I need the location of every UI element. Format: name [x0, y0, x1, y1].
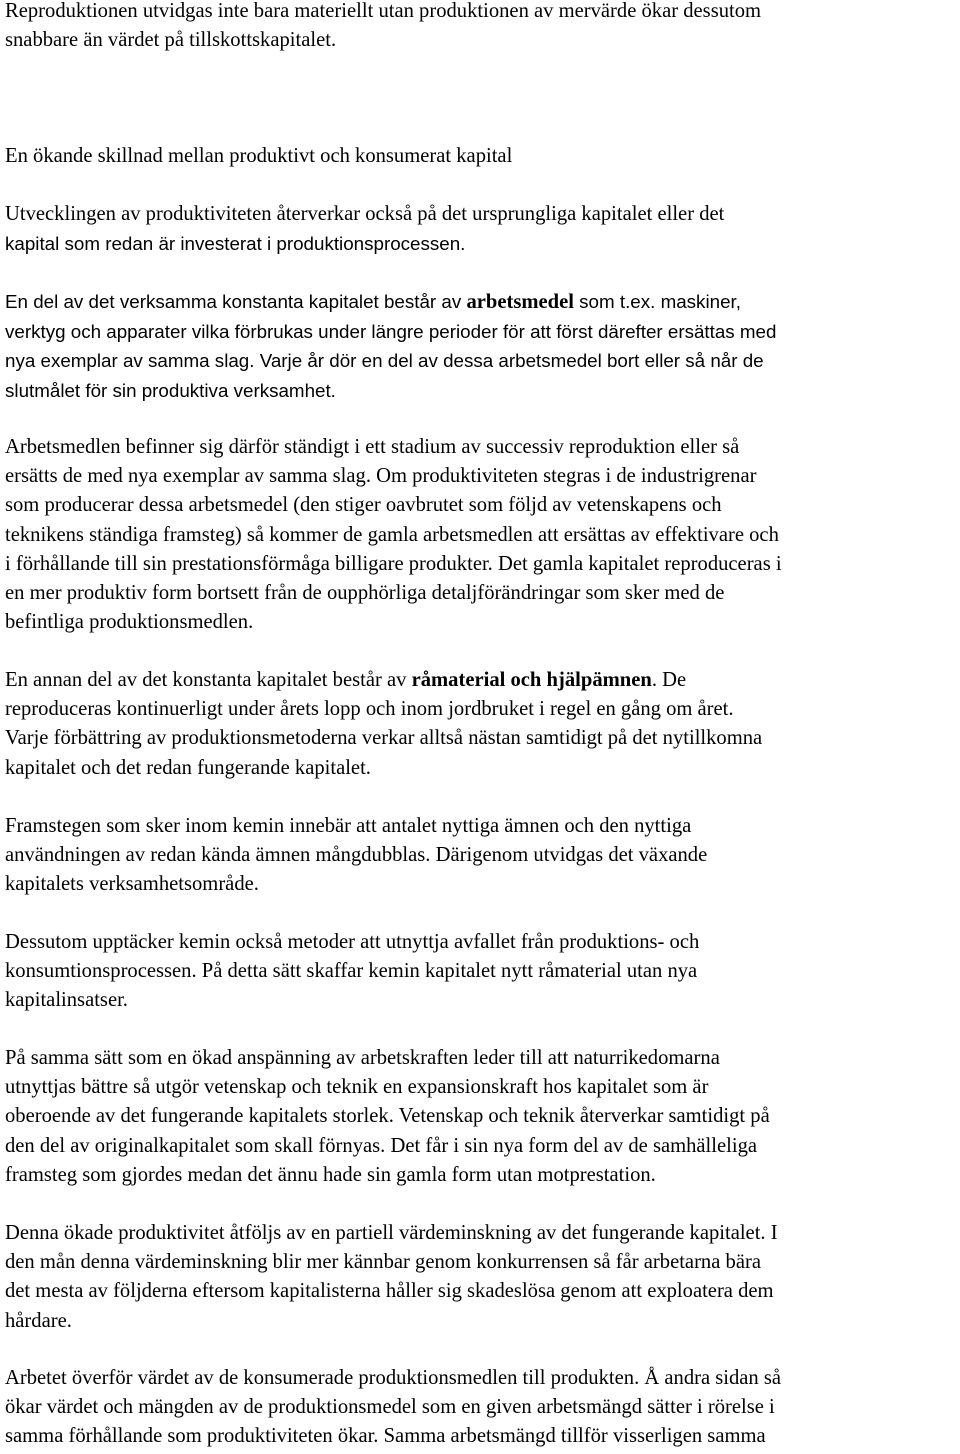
heading-text: En ökande skillnad mellan produktivt och konsumerat kapital [5, 145, 513, 167]
text-line: Denna ökade produktivitet åtföljs av en partiell värdeminskning av det fungerande kapitalet. I [5, 1222, 778, 1244]
text-line: snabbare än värdet på tillskottskapitalet. [5, 29, 337, 52]
paragraph-labour-value [5, 1364, 957, 1452]
text-line: framsteg som gjordes medan det ännu hade sin gamla form utan motprestation. [5, 1163, 656, 1186]
text-line: i förhållande till sin prestationsförmåga billigare produkter. Det gamla kapitalet reproduceras i [5, 552, 782, 575]
text-line: Reproduktionen utvidgas inte bara materiellt utan produktionen av mervärde ökar dessutom [5, 0, 762, 22]
paragraph-chemistry-waste [5, 928, 957, 1016]
paragraph-development [5, 200, 957, 258]
text-line: Varje förbättring av produktionsmetoderna verkar alltså nästan samtidigt på det nytillkomna [5, 727, 763, 750]
text-line: användningen av redan kända ämnen mångdubblas. Därigenom utvidgas det växande [5, 844, 708, 867]
text-line: verktyg och apparater vilka förbrukas under längre perioder för att först därefter ersättas med [5, 321, 777, 343]
paragraph-work-tools [5, 287, 957, 405]
bold-term: arbetsmedel [466, 291, 574, 313]
text-line: På samma sätt som en ökad anspänning av arbetskraften leder till att naturrikedomarna [5, 1047, 720, 1069]
text-run: nya exemplar av samma slag. Varje år dör en del av dessa arbetsmedel bort eller så når de [5, 350, 764, 372]
text-line: kapital som redan är investerat i produktionsprocessen. [5, 233, 466, 255]
text-line: det mesta av följderna eftersom kapitalisterna håller sig skadeslösa genom att exploatera dem [5, 1280, 774, 1303]
paragraph-science-technology [5, 1044, 957, 1190]
text-line: kapitalets verksamhetsområde. [5, 873, 259, 896]
text-line: hårdare. [5, 1309, 72, 1332]
text-line: som producerar dessa arbetsmedel (den stiger oavbrutet som följd av vetenskapens och [5, 494, 722, 517]
text-line: kapitalet och det redan fungerande kapitalet. [5, 756, 371, 779]
text-line: oberoende av det fungerande kapitalets storlek. Vetenskap och teknik återverkar samtidigt på [5, 1105, 770, 1128]
text-line: Arbetsmedlen befinner sig därför ständigt i ett stadium av successiv reproduktion eller så [5, 436, 740, 458]
text-run: . De [651, 669, 687, 691]
text-line [5, 346, 957, 375]
paragraph-raw-materials [5, 666, 957, 783]
text-run: som t.ex. maskiner, [573, 291, 741, 312]
text-line: utnyttjas bättre så utgör vetenskap och teknik en expansionskraft hos kapitalet som är [5, 1076, 709, 1099]
paragraph-chemistry-progress [5, 812, 957, 900]
text-line: konsumtionsprocessen. På detta sätt skaffar kemin kapitalet nytt råmaterial utan nya [5, 960, 698, 983]
text-line: teknikens ständiga framsteg) så kommer de gamla arbetsmedlen att ersättas av effektivare och [5, 523, 779, 546]
text-line [5, 666, 957, 695]
text-line: ersätts de med nya exemplar av samma slag. Om produktiviteten stegras i de industrigrenar [5, 465, 757, 488]
text-line: Utvecklingen av produktiviteten återverkar också på det ursprungliga kapitalet eller det [5, 203, 725, 225]
text-line: slutmålet för sin produktiva verksamhet. [5, 379, 336, 401]
text-line: befintliga produktionsmedlen. [5, 611, 254, 634]
text-line: Arbetet överför värdet av de konsumerade produktionsmedlen till produkten. Å andra sidan så [5, 1367, 782, 1389]
paragraph-depreciation [5, 1219, 957, 1336]
text-line: kapitalinsatser. [5, 989, 128, 1012]
bold-term: råmaterial och hjälpämnen [411, 669, 652, 691]
text-line: den del av originalkapitalet som skall förnyas. Det får i sin nya form del av de samhälleliga [5, 1134, 758, 1157]
text-line: samma förhållande som produktiviteten ökar. Samma arbetsmängd tillför visserligen samma [5, 1425, 766, 1448]
section-heading [5, 142, 957, 171]
text-run: En del av det verksamma konstanta kapitalet består av [5, 291, 467, 312]
paragraph-reproduction [5, 0, 957, 55]
paragraph-reproduction-of-tools [5, 433, 957, 637]
text-line: en mer produktiv form bortsett från de oupphörliga detaljförändringar som sker med de [5, 582, 725, 605]
text-line: Framstegen som sker inom kemin innebär att antalet nyttiga ämnen och den nyttiga [5, 815, 692, 837]
text-line: ökar värdet och mängden av de produktionsmedel som en given arbetsmängd sätter i rörelse i [5, 1396, 775, 1419]
text-line: den mån denna värdeminskning blir mer kännbar genom konkurrensen så får arbetarna bära [5, 1251, 761, 1274]
text-line: reproduceras kontinuerligt under årets lopp och inom jordbruket i regel en gång om året. [5, 698, 734, 721]
text-line: Dessutom upptäcker kemin också metoder att utnyttja avfallet från produktions- och [5, 931, 700, 953]
text-line [5, 287, 957, 317]
text-run: En annan del av det konstanta kapitalet består av [5, 669, 412, 691]
